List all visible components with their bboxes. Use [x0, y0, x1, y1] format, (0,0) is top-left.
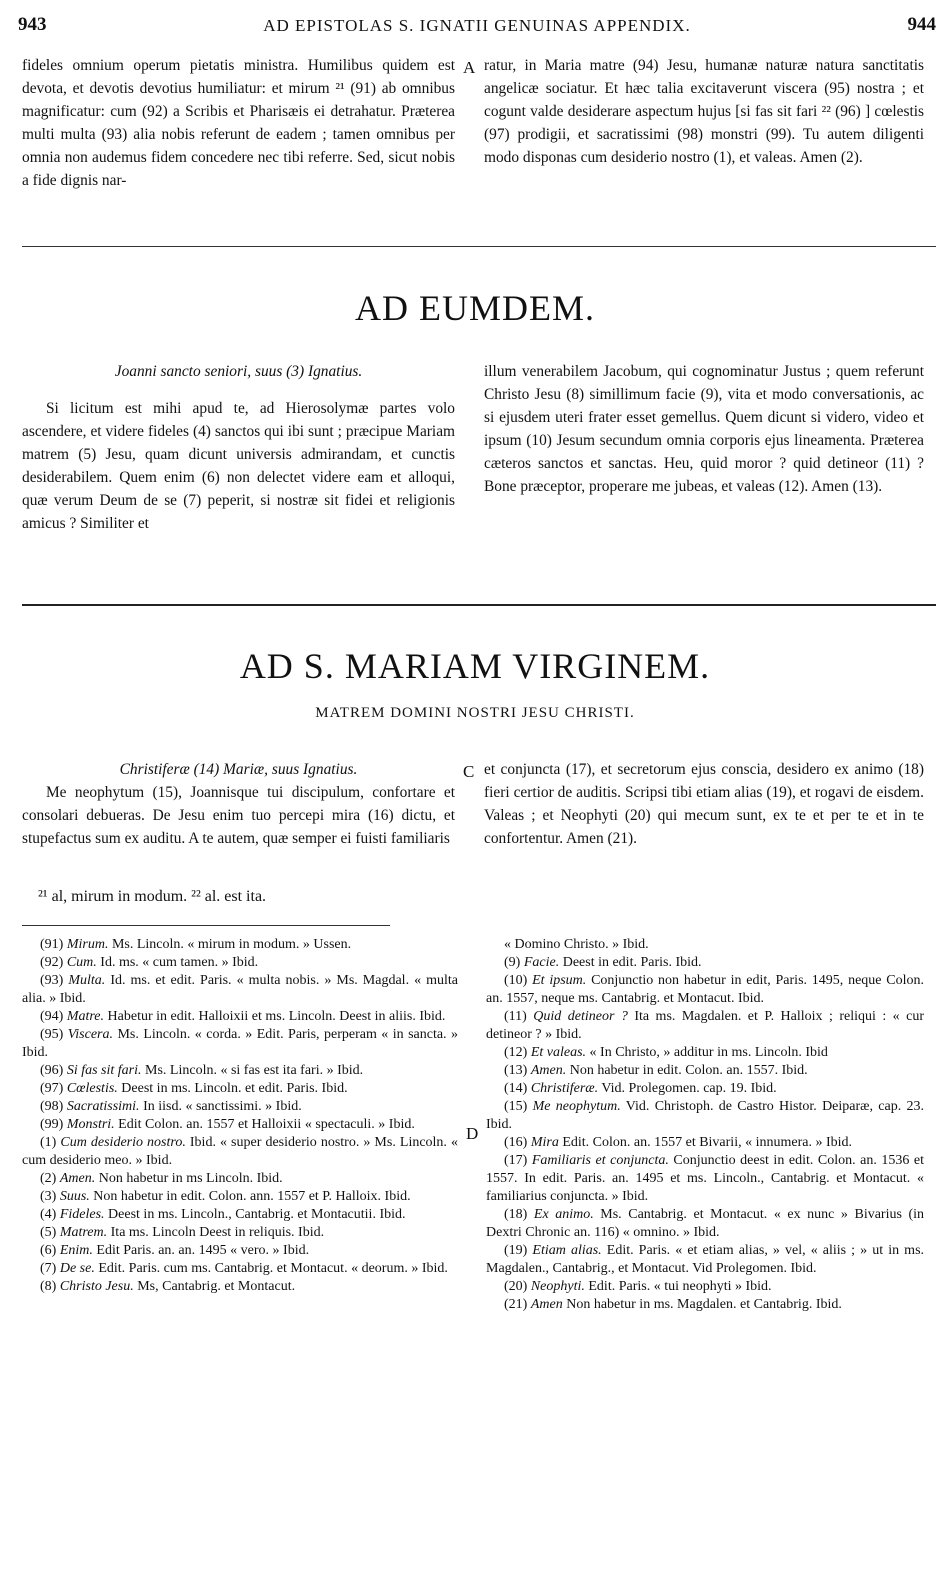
note-label: Christiferæ.	[530, 1081, 599, 1096]
note-item	[22, 1188, 458, 1206]
note-text: Ms. Lincoln. « si fas est ita fari. » Ibid.	[145, 1063, 364, 1078]
note-label: Quid detineor ?	[533, 1009, 628, 1024]
section-subtitle: MATREM DOMINI NOSTRI JESU CHRISTI.	[315, 705, 635, 721]
note-item	[22, 1026, 458, 1062]
note-label: Suus.	[59, 1189, 90, 1204]
note-item	[22, 1242, 458, 1260]
note-item	[486, 954, 924, 972]
note-item	[22, 1116, 458, 1134]
note-number: (11)	[504, 1009, 527, 1024]
note-label: Cum desiderio nostro.	[60, 1135, 186, 1150]
note-number: (3)	[40, 1189, 57, 1204]
note-number: (99)	[40, 1117, 64, 1132]
top-right-column	[484, 54, 924, 169]
section2-left-text: Me neophytum (15), Joannisque tui discipulum, confortare et consolari debueras. De Jesu enim tuo percepi mira (16) dictu, et stupefactus sum ex auditu. A te autem, quæ semper ei fuisti familiaris	[22, 784, 455, 847]
note-number: (5)	[40, 1225, 57, 1240]
running-title: AD EPISTOLAS S. IGNATII GENUINAS APPENDIX.	[263, 16, 691, 35]
note-label: Enim.	[59, 1243, 93, 1258]
section2-left-column	[22, 758, 455, 850]
note-item	[486, 1242, 924, 1278]
note-label: Me neophytum.	[532, 1099, 621, 1114]
margin-marker-d: D	[466, 1124, 479, 1143]
note-item	[486, 972, 924, 1008]
note-text: Non habetur in ms. Magdalen. et Cantabrig. Ibid.	[566, 1297, 842, 1312]
note-item	[22, 1062, 458, 1080]
note-number: (13)	[504, 1063, 528, 1078]
note-item	[486, 1152, 924, 1206]
note-item	[486, 1080, 924, 1098]
note-item	[22, 936, 458, 954]
note-number: (9)	[504, 955, 521, 970]
note-item	[486, 1062, 924, 1080]
note-label: Matrem.	[59, 1225, 108, 1240]
top-right-text: ratur, in Maria matre (94) Jesu, humanæ naturæ natura sanctitatis angelicæ sociatur. Et hæc talia excitaverunt viscera (95) nostra ; et cogunt valde desiderare aspectum hujus [si fas sit fari ²² (96) ] cœlestis (97) prodigii, et sacratissimi (98) monstri (99). Tu autem diligenti modo disponas cum desiderio nostro (1), et valeas. Amen (2).	[484, 57, 924, 166]
note-item	[22, 954, 458, 972]
note-number: (12)	[504, 1045, 528, 1060]
page-number-right: 944	[907, 14, 936, 35]
note-item	[486, 1134, 924, 1152]
note-text: Deest in ms. Lincoln., Cantabrig. et Montacutii. Ibid.	[108, 1207, 406, 1222]
note-number: (96)	[40, 1063, 64, 1078]
note-text: Ms, Cantabrig. et Montacut.	[137, 1279, 296, 1294]
note-label: Etiam alias.	[532, 1243, 602, 1258]
note-number: (19)	[504, 1243, 528, 1258]
note-item	[486, 1098, 924, 1134]
note-text: « In Christo, » additur in ms. Lincoln. Ibid	[589, 1045, 828, 1060]
note-number: (2)	[40, 1171, 57, 1186]
note-item	[22, 1098, 458, 1116]
note-number: (18)	[504, 1207, 528, 1222]
note-label: Mira	[530, 1135, 559, 1150]
note-item	[486, 1206, 924, 1242]
note-item	[22, 1278, 458, 1296]
note-number: (6)	[40, 1243, 57, 1258]
note-text: Deest in edit. Paris. Ibid.	[562, 955, 702, 970]
margin-marker-a: A	[463, 58, 476, 77]
note-item	[22, 972, 458, 1008]
note-number: (8)	[40, 1279, 57, 1294]
note-number: (20)	[504, 1279, 528, 1294]
note-text: Ms. Cantabrig. et Montacut. « ex nunc » Bivarius (in Dextri Chronic an. 116) « omnino. » Ibid.	[486, 1207, 925, 1240]
note-label: Multa.	[68, 973, 106, 988]
note-number: (94)	[40, 1009, 64, 1024]
note-text: Id. ms. « cum tamen. » Ibid.	[100, 955, 259, 970]
note-text: Non habetur in ms Lincoln. Ibid.	[98, 1171, 283, 1186]
note-label: Facie.	[523, 955, 560, 970]
footnote-rule	[22, 925, 390, 926]
note-label: Et ipsum.	[532, 973, 587, 988]
note-number: (14)	[504, 1081, 528, 1096]
note-number: (95)	[40, 1027, 64, 1042]
note-item	[486, 1044, 924, 1062]
note-label: Viscera.	[67, 1027, 114, 1042]
note-number: (15)	[504, 1099, 528, 1114]
note-text: Habetur in edit. Halloixii et ms. Lincoln. Deest in aliis. Ibid.	[107, 1009, 446, 1024]
note-item	[22, 1260, 458, 1278]
note-label: Cum.	[66, 955, 97, 970]
salutation: Christiferæ (14) Mariæ, suus Ignatius.	[119, 761, 358, 778]
note-label: Cœlestis.	[66, 1081, 118, 1096]
note-label: Christo Jesu.	[59, 1279, 134, 1294]
note-text: Non habetur in edit. Colon. ann. 1557 et P. Halloix. Ibid.	[93, 1189, 411, 1204]
note-text: Ms. Lincoln. « corda. » Edit. Paris, perperam « in sancta. » Ibid.	[22, 1027, 459, 1060]
section1-right-column	[484, 360, 924, 498]
note-text: In iisd. « sanctissimi. » Ibid.	[143, 1099, 302, 1114]
note-text: Ita ms. Magdalen. et P. Halloix ; reliqui : « cur detineor ? » Ibid.	[486, 1009, 925, 1042]
note-text: Ms. Lincoln. « mirum in modum. » Ussen.	[111, 937, 352, 952]
note-item	[22, 1224, 458, 1242]
note-text: Conjunctio deest in edit. Colon. an. 1536 et 1557. In edit. Paris. an. 1495 et ms. Lincoln., Cantabrig. et Montacut. « familiarius conjuncta. » Ibid.	[486, 1153, 925, 1204]
note-item	[486, 1278, 924, 1296]
top-left-column	[22, 54, 455, 192]
note-text: Vid. Prolegomen. cap. 19. Ibid.	[601, 1081, 777, 1096]
note-number: (91)	[40, 937, 64, 952]
note-text: Edit. Paris. cum ms. Cantabrig. et Montacut. « deorum. » Ibid.	[98, 1261, 448, 1276]
note-label: Neophyti.	[530, 1279, 585, 1294]
note-text: Non habetur in edit. Colon. an. 1557. Ibid.	[569, 1063, 808, 1078]
note-label: Sacratissimi.	[66, 1099, 140, 1114]
note-text: Edit Colon. an. 1557 et Halloixii « spectaculi. » Ibid.	[118, 1117, 415, 1132]
note-label: Familiaris et conjuncta.	[531, 1153, 669, 1168]
note-text: Edit Paris. an. an. 1495 « vero. » Ibid.	[96, 1243, 310, 1258]
notes-left-column	[22, 936, 458, 1296]
note-item	[22, 1134, 458, 1170]
note-lead: « Domino Christo. » Ibid.	[504, 937, 649, 952]
note-item	[22, 1008, 458, 1026]
note-number: (98)	[40, 1099, 64, 1114]
note-text: Edit. Colon. an. 1557 et Bivarii, « innumera. » Ibid.	[562, 1135, 853, 1150]
section2-right-text: et conjuncta (17), et secretorum ejus conscia, desidero ex animo (18) fieri certior de auditis. Scripsi tibi etiam alias (19), et rogavi de eisdem. Valeas ; et Neophyti (20) qui mecum sunt, ex te et per te et in te confortentur. Amen (21).	[484, 761, 924, 847]
note-number: (97)	[40, 1081, 64, 1096]
note-number: (21)	[504, 1297, 528, 1312]
note-label: Matre.	[66, 1009, 105, 1024]
note-number: (10)	[504, 973, 528, 988]
section-title-ad-mariam: AD S. MARIAM VIRGINEM.	[239, 646, 711, 686]
note-item	[22, 1080, 458, 1098]
note-number: (1)	[40, 1135, 57, 1150]
note-label: Et valeas.	[530, 1045, 587, 1060]
note-label: De se.	[59, 1261, 95, 1276]
section-divider	[22, 246, 936, 247]
section1-left-column	[22, 360, 455, 535]
note-text: Edit. Paris. « et etiam alias, » vel, « aliis ; » ut in ms. Magdalen., Cantabrig., et Montacut. Vid Prolegomen. Ibid.	[486, 1243, 925, 1276]
note-number: (17)	[504, 1153, 528, 1168]
note-text: Deest in ms. Lincoln. et edit. Paris. Ibid.	[121, 1081, 348, 1096]
note-text: Ibid. « super desiderio nostro. » Ms. Lincoln. « cum desiderio meo. » Ibid.	[22, 1135, 458, 1168]
note-number: (93)	[40, 973, 64, 988]
note-label: Amen.	[530, 1063, 567, 1078]
note-label: Fideles.	[59, 1207, 105, 1222]
salutation: Joanni sancto seniori, suus (3) Ignatius.	[114, 363, 363, 380]
note-number: (92)	[40, 955, 64, 970]
note-text: Edit. Paris. « tui neophyti » Ibid.	[588, 1279, 772, 1294]
note-item	[22, 1206, 458, 1224]
note-text: Ita ms. Lincoln Deest in reliquis. Ibid.	[110, 1225, 325, 1240]
note-label: Amen.	[59, 1171, 96, 1186]
section-title-ad-eumdem: AD EUMDEM.	[355, 288, 595, 328]
note-number: (16)	[504, 1135, 528, 1150]
note-label: Ex animo.	[533, 1207, 594, 1222]
note-number: (7)	[40, 1261, 57, 1276]
top-left-text: fideles omnium operum pietatis ministra. Humilibus quidem est devota, et devotis devotius humiliatur: et mirum ²¹ (91) ab omnibus magnificatur: cum (92) a Scribis et Pharisæis ei detrahatur. Præterea multi multa (93) alia nobis referunt de eadem ; tamen omnibus per omnia non audemus fidem concedere nec tibi referre. Sed, sicut nobis a fide dignis nar-	[22, 57, 455, 189]
note-label: Monstri.	[66, 1117, 115, 1132]
note-label: Si fas sit fari.	[66, 1063, 142, 1078]
margin-marker-c: C	[463, 762, 475, 781]
note-item	[22, 1170, 458, 1188]
note-text: Id. ms. et edit. Paris. « multa nobis. » Ms. Magdal. « multa alia. » Ibid.	[22, 973, 459, 1006]
running-header	[18, 14, 936, 38]
note-label: Amen	[530, 1297, 563, 1312]
note-text: Conjunctio non habetur in edit, Paris. 1495, neque Colon. an. 1557, neque ms. Cantabrig. et Montacut. Ibid.	[486, 973, 925, 1006]
notes-right-column	[486, 936, 924, 1314]
page-number-left: 943	[18, 14, 47, 35]
note-label: Mirum.	[66, 937, 109, 952]
section1-right-text: illum venerabilem Jacobum, qui cognominatur Justus ; quem referunt Christo Jesu (8) simillimum facie (9), vita et modo conversationis, ac si ejusdem uteri frater esset gemellus. Quem dicunt si videro, video et ipsum (10) Jesum secundum omnia corporis ejus lineamenta. Præterea cæteros sanctos et sanctas. Heu, quid moror ? quid detineor (11) ? Bone præceptor, properare me jubeas, et valeas (12). Amen (13).	[484, 363, 924, 495]
footnotes-a: ²¹ al, mirum in modum. ²² al. est ita.	[38, 888, 267, 905]
section1-left-text: Si licitum est mihi apud te, ad Hierosolymæ partes volo ascendere, et videre fideles (4) sanctos qui ibi sunt ; præcipue Mariam matrem (5) Jesu, quam dicunt universis admirandam, et cunctis desiderabilem. Quem enim (6) non delectet videre eam et alloqui, quæ verum Deum de se (7) peperit, si nostræ sit fidei et religionis amicus ? Similiter et	[22, 400, 455, 532]
section-divider	[22, 604, 936, 606]
note-item	[486, 1296, 924, 1314]
note-item	[486, 1008, 924, 1044]
note-number: (4)	[40, 1207, 57, 1222]
section2-right-column	[484, 758, 924, 850]
note-text: Vid. Christoph. de Castro Histor. Deiparæ, cap. 23. Ibid.	[486, 1099, 925, 1132]
